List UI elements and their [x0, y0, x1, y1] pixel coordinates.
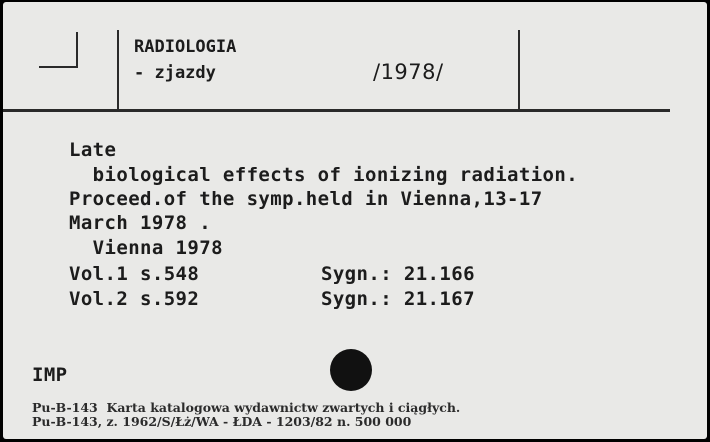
body-line-3: Proceed.of the symp.held in Vienna,13-17	[69, 188, 543, 210]
year-label: /1978/	[373, 60, 444, 84]
library-code: IMP	[32, 364, 68, 386]
body-line-2: biological effects of ionizing radiation.	[69, 164, 579, 186]
footer-line-2: Pu-B-143, z. 1962/S/Łż/WA - ŁDA - 1203/82 n. 500 000	[32, 414, 412, 429]
body-line-1: Late	[69, 139, 117, 161]
punch-hole	[330, 349, 372, 391]
catalog-card	[3, 2, 707, 439]
corner-mark-horizontal	[39, 66, 78, 68]
subject-heading: RADIOLOGIA	[134, 37, 237, 57]
volume-2: Vol.2 s.592	[69, 288, 200, 310]
subject-subheading: - zjazdy	[134, 63, 216, 83]
corner-mark-vertical	[76, 32, 78, 68]
volume-1: Vol.1 s.548	[69, 263, 200, 285]
body-line-4: March 1978 .	[69, 212, 212, 234]
body-line-5: Vienna 1978	[69, 237, 223, 259]
signature-1: Sygn.: 21.166	[321, 263, 475, 285]
footer-line-1: Pu-B-143 Karta katalogowa wydawnictw zwartych i ciągłych.	[32, 400, 461, 415]
signature-2: Sygn.: 21.167	[321, 288, 475, 310]
header-divider-left	[117, 30, 119, 110]
header-rule	[3, 109, 670, 112]
header-divider-right	[518, 30, 520, 110]
